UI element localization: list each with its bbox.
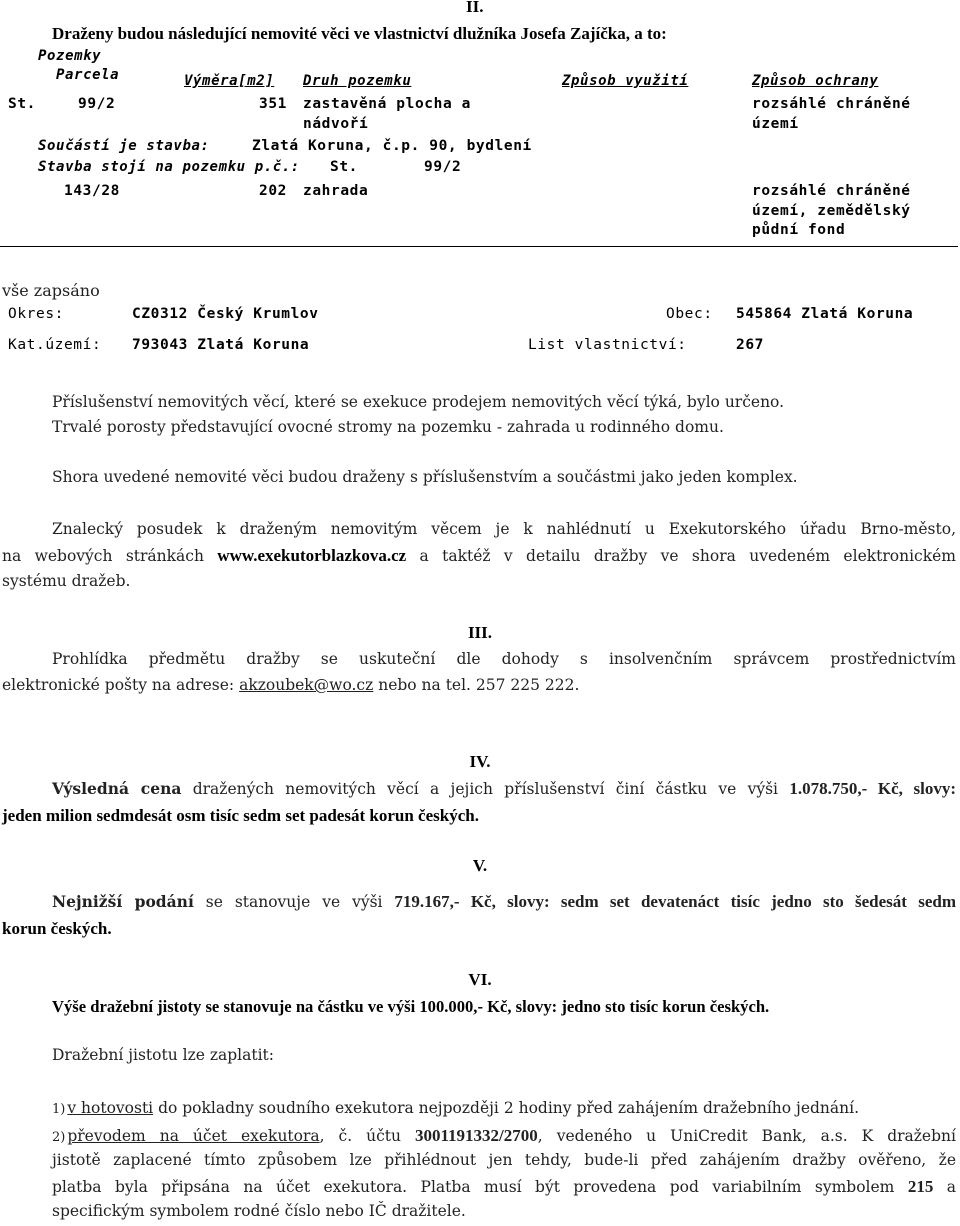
nejnizsi-podani-mid: se stanovuje ve výši: [193, 893, 395, 911]
email-link[interactable]: akzoubek@wo.cz: [239, 676, 374, 694]
payment-item-1: [52, 1099, 859, 1117]
row2-area: 202: [259, 183, 287, 199]
list-value: 267: [736, 337, 764, 353]
prohlidka-line2-pre: elektronické pošty na adrese:: [2, 676, 240, 694]
nejnizsi-podani-amount: 719.167,- Kč, slovy: sedm set devatenáct tisíc jedno sto šedesát sedm: [394, 892, 956, 911]
row1-druh-2: nádvoří: [303, 116, 369, 132]
exekutor-website-link[interactable]: www.exekutorblazkova.cz: [217, 546, 407, 565]
soucasti-label: Součástí je stavba:: [38, 138, 210, 154]
row1-area: 351: [259, 96, 287, 112]
row2-ochrana-3: půdní fond: [752, 222, 846, 238]
obec-label: Obec:: [666, 306, 713, 322]
accessories-line3: Shora uvedené nemovité věci budou draženy s příslušenstvím a součástmi jako jeden komplex.: [52, 468, 798, 486]
znalec-line2-post: a taktéž v detailu dražby ve shora uvedeném elektronickém: [406, 547, 956, 565]
col-zpusob-vyuziti: Způsob využití: [562, 73, 689, 89]
katuzemi-label: Kat.území:: [8, 337, 102, 353]
pozemky-label: Pozemky: [38, 48, 102, 64]
nejnizsi-podani-line2: korun českých.: [2, 919, 112, 938]
row2-ochrana-2: území, zemědělský: [752, 203, 911, 219]
row2-druh: zahrada: [303, 183, 369, 199]
obec-value: 545864 Zlatá Koruna: [736, 306, 914, 322]
payment-item-1-rest: do pokladny soudního exekutora nejpozději 2 hodiny před zahájením dražebního jednání.: [153, 1099, 860, 1117]
payment-item-2-num: 2): [52, 1130, 66, 1145]
section-heading-vi: VI.: [468, 970, 492, 989]
accessories-line1: Příslušenství nemovitých věcí, které se exekuce prodejem nemovitých věcí týká, bylo určeno.: [52, 393, 785, 411]
col-parcela: Parcela: [56, 67, 120, 83]
col-vymera: Výměra[m2]: [184, 73, 275, 89]
payment-item-2-line3-pre: platba byla připsána na účet exekutora. Platba musí být provedena pod variabilním symbolem: [52, 1178, 908, 1196]
variable-symbol: 215: [907, 1177, 934, 1196]
payment-item-2-line3-post: a: [933, 1178, 956, 1196]
okres-value: CZ0312 Český Krumlov: [132, 306, 319, 322]
accessories-line2: Trvalé porosty představující ovocné stromy na pozemku - zahrada u rodinného domu.: [52, 418, 724, 436]
col-zpusob-ochrany: Způsob ochrany: [752, 73, 879, 89]
stavba-st: St.: [330, 159, 358, 175]
znalec-line3: systému dražeb.: [2, 572, 131, 590]
vysledna-cena-line2: jeden milion sedmdesát osm tisíc sedm set padesát korun českých.: [2, 806, 479, 825]
col-druh: Druh pozemku: [303, 73, 412, 89]
row1-druh-1: zastavěná plocha a: [303, 96, 471, 112]
vysledna-cena-mid: dražených nemovitých věcí a jejich příslušenství činí částku ve výši: [181, 780, 790, 798]
row1-parcel: 99/2: [78, 96, 116, 112]
section-heading-v: V.: [472, 856, 488, 875]
payment-item-1-cash: v hotovosti: [67, 1099, 154, 1117]
jistota-line: Výše dražební jistoty se stanovuje na částku ve výši 100.000,- Kč, slovy: jedno sto tisíc korun českých.: [52, 997, 770, 1016]
vysledna-cena-amount: 1.078.750,- Kč, slovy:: [789, 779, 956, 798]
prohlidka-line1: Prohlídka předmětu dražby se uskuteční dle dohody s insolvenčním správcem prostřednictvím: [52, 650, 956, 668]
row2-parcel: 143/28: [64, 183, 120, 199]
prohlidka-line2: [2, 676, 579, 694]
section-heading-iv: IV.: [469, 752, 491, 771]
nejnizsi-podani-lead: Nejnižší podání: [52, 892, 194, 911]
row1-ochrana-1: rozsáhlé chráněné: [752, 96, 911, 112]
stavba-label: Stavba stojí na pozemku p.č.:: [38, 159, 300, 175]
vysledna-cena-lead: Výsledná cena: [52, 779, 182, 798]
section-heading-ii: II.: [466, 0, 484, 16]
row2-ochrana-1: rozsáhlé chráněné: [752, 183, 911, 199]
znalec-line1: Znalecký posudek k draženým nemovitým věcem je k nahlédnutí u Exekutorského úřadu Brno-město,: [52, 520, 956, 538]
payment-item-2-line2: jistotě zaplacené tímto způsobem lze přihlédnout jen tehdy, bude-li před zahájením dražby ověřeno, že: [52, 1151, 956, 1169]
payment-item-2-line1: [52, 1126, 956, 1146]
prohlidka-line2-post: nebo na tel. 257 225 222.: [373, 676, 580, 694]
list-label: List vlastnictví:: [528, 337, 687, 353]
payment-item-2-mid: , č. účtu: [319, 1127, 415, 1145]
account-number: 3001191332/2700: [415, 1126, 538, 1145]
payment-item-2-transfer: převodem na účet exekutora: [67, 1127, 320, 1145]
znalec-line2-pre: na webových stránkách: [2, 547, 218, 565]
katuzemi-value: 793043 Zlatá Koruna: [132, 337, 310, 353]
soucasti-value: Zlatá Koruna, č.p. 90, bydlení: [252, 138, 532, 154]
section-heading-iii: III.: [467, 623, 493, 642]
payment-intro: Dražební jistotu lze zaplatit:: [52, 1046, 275, 1064]
section-ii-intro: Draženy budou následující nemovité věci ve vlastnictví dlužníka Josefa Zajíčka, a to:: [52, 24, 667, 43]
payment-item-2-rest: , vedeného u UniCredit Bank, a.s. K dražební: [537, 1127, 956, 1145]
payment-item-1-num: 1): [52, 1102, 66, 1117]
nejnizsi-podani-line1: [52, 892, 956, 912]
payment-item-2-line4: specifickým symbolem rodné číslo nebo IČ dražitele.: [52, 1202, 466, 1220]
stavba-parcel: 99/2: [424, 159, 462, 175]
row1-st: St.: [8, 96, 36, 112]
vysledna-cena-line1: [52, 779, 956, 799]
payment-item-2-line3: [52, 1177, 956, 1197]
cadastre-divider: [0, 246, 958, 247]
row1-ochrana-2: území: [752, 116, 799, 132]
znalec-line2: [2, 546, 956, 566]
vse-zapsano: vše zapsáno: [2, 281, 100, 300]
okres-label: Okres:: [8, 306, 64, 322]
